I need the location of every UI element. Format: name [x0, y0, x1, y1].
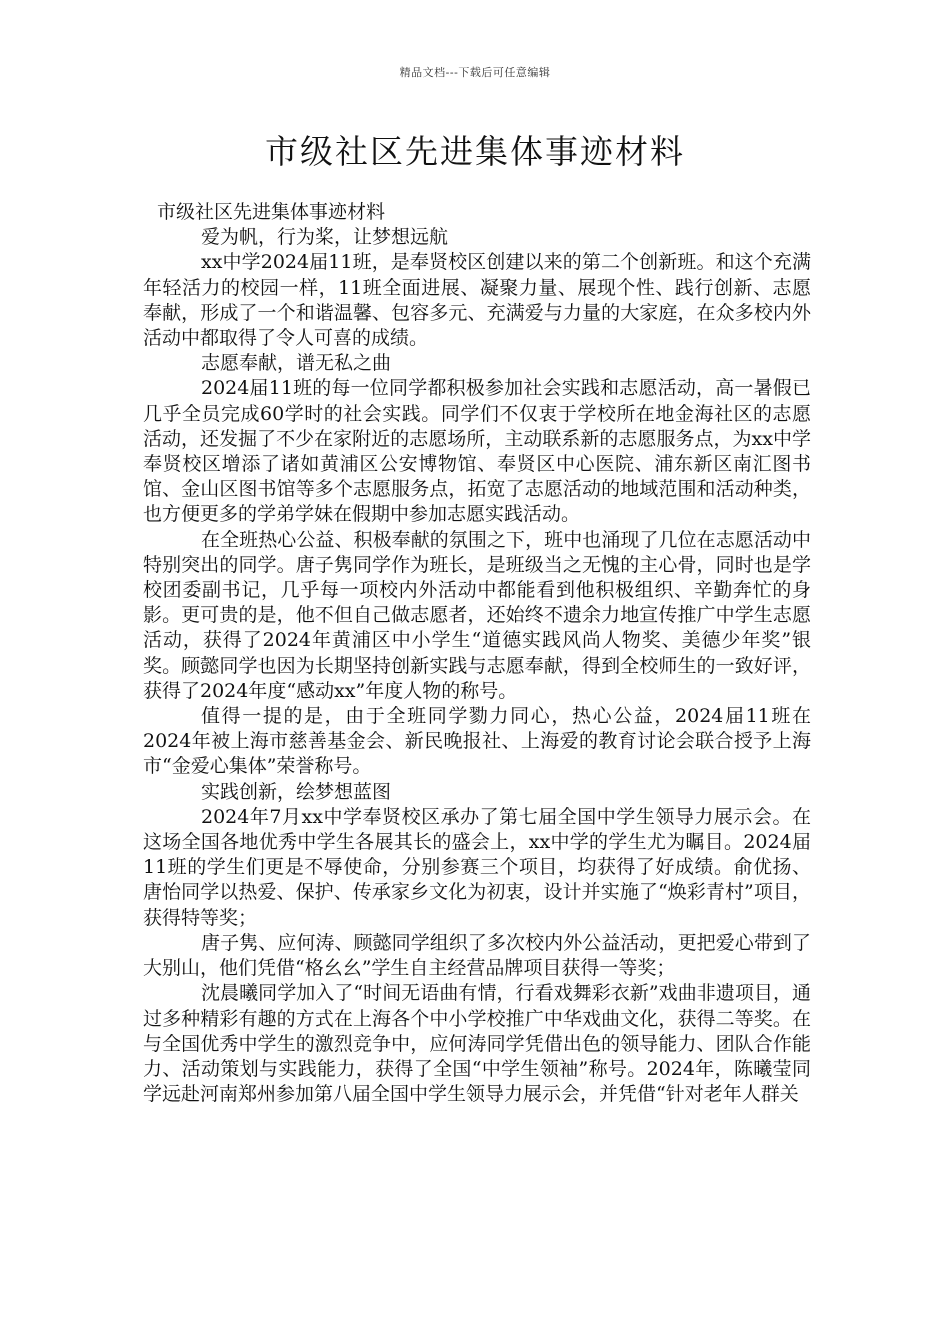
section-heading-motto: 爱为帆，行为桨，让梦想远航	[201, 226, 449, 249]
paragraph-honor-title: 值得一提的是，由于全班同学勠力同心，热心公益，2024届11班在2024年被上海市慈善基金会、新民晚报社、上海爱的教育讨论会联合授予上海市“金爱心集体”荣誉称号。	[143, 705, 811, 778]
paragraph-opera-project: 沈晨曦同学加入了“时间无语曲有情，行看戏舞彩衣新”戏曲非遗项目，通过多种精彩有趣的方式在上海各个中小学校推广中华戏曲文化，获得二等奖。在与全国优秀中学生的激烈竞争中，应何涛同学凭借出色的领导能力、团队合作能力、活动策划与实践能力，获得了全国“中学生领袖”称号。2024年，陈曦莹同学远赴河南郑州参加第八届全国中学生领导力展示会，并凭借“针对老年人群关	[143, 982, 811, 1106]
section-heading-innovation: 实践创新，绘梦想蓝图	[201, 780, 392, 803]
paragraph-outstanding-students: 在全班热心公益、积极奉献的氛围之下，班中也涌现了几位在志愿活动中特别突出的同学。唐子隽同学作为班长，是班级当之无愧的主心骨，同时也是学校团委副书记，几乎每一项校内外活动中都能看到他积极组织、辛勤奔忙的身影。更可贵的是，他不但自己做志愿者，还始终不遗余力地宣传推广中学生志愿活动，获得了2024年黄浦区中小学生“道德实践风尚人物奖、美德少年奖”银奖。顾懿同学也因为长期坚持创新实践与志愿奉献，得到全校师生的一致好评，获得了2024年度“感动xx”年度人物的称号。	[143, 528, 811, 702]
document-body	[143, 200, 811, 1107]
document-title: 市级社区先进集体事迹材料	[265, 132, 685, 171]
paragraph-leadership-showcase: 2024年7月xx中学奉贤校区承办了第七届全国中学生领导力展示会。在这场全国各地优秀中学生各展其长的盛会上，xx中学的学生尤为瞩目。2024届11班的学生们更是不辱使命，分别参赛三个项目，均获得了好成绩。俞优扬、唐怡同学以热爱、保护、传承家乡文化为初衷，设计并实施了“焕彩青村”项目，获得特等奖；	[143, 805, 811, 929]
section-heading-volunteer: 志愿奉献，谱无私之曲	[201, 352, 392, 375]
header-note: 精品文档---下载后可任意编辑	[399, 66, 551, 79]
sub-title: 市级社区先进集体事迹材料	[157, 201, 386, 223]
paragraph-charity-project: 唐子隽、应何涛、顾懿同学组织了多次校内外公益活动，更把爱心带到了大别山，他们凭借“格幺幺”学生自主经营品牌项目获得一等奖；	[143, 931, 811, 980]
paragraph-intro: xx中学2024届11班，是奉贤校区创建以来的第二个创新班。和这个充满年轻活力的校园一样，11班全面进展、凝聚力量、展现个性、践行创新、志愿奉献，形成了一个和谐温馨、包容多元、充满爱与力量的大家庭，在众多校内外活动中都取得了令人可喜的成绩。	[143, 251, 811, 350]
paragraph-volunteer-activities: 2024届11班的每一位同学都积极参加社会实践和志愿活动，高一暑假已几乎全员完成60学时的社会实践。同学们不仅衷于学校所在地金海社区的志愿活动，还发掘了不少在家附近的志愿场所，主动联系新的志愿服务点，为xx中学奉贤校区增添了诸如黄浦区公安博物馆、奉贤区中心医院、浦东新区南汇图书馆、金山区图书馆等多个志愿服务点，拓宽了志愿活动的地域范围和活动种类，也方便更多的学弟学妹在假期中参加志愿实践活动。	[143, 377, 811, 526]
